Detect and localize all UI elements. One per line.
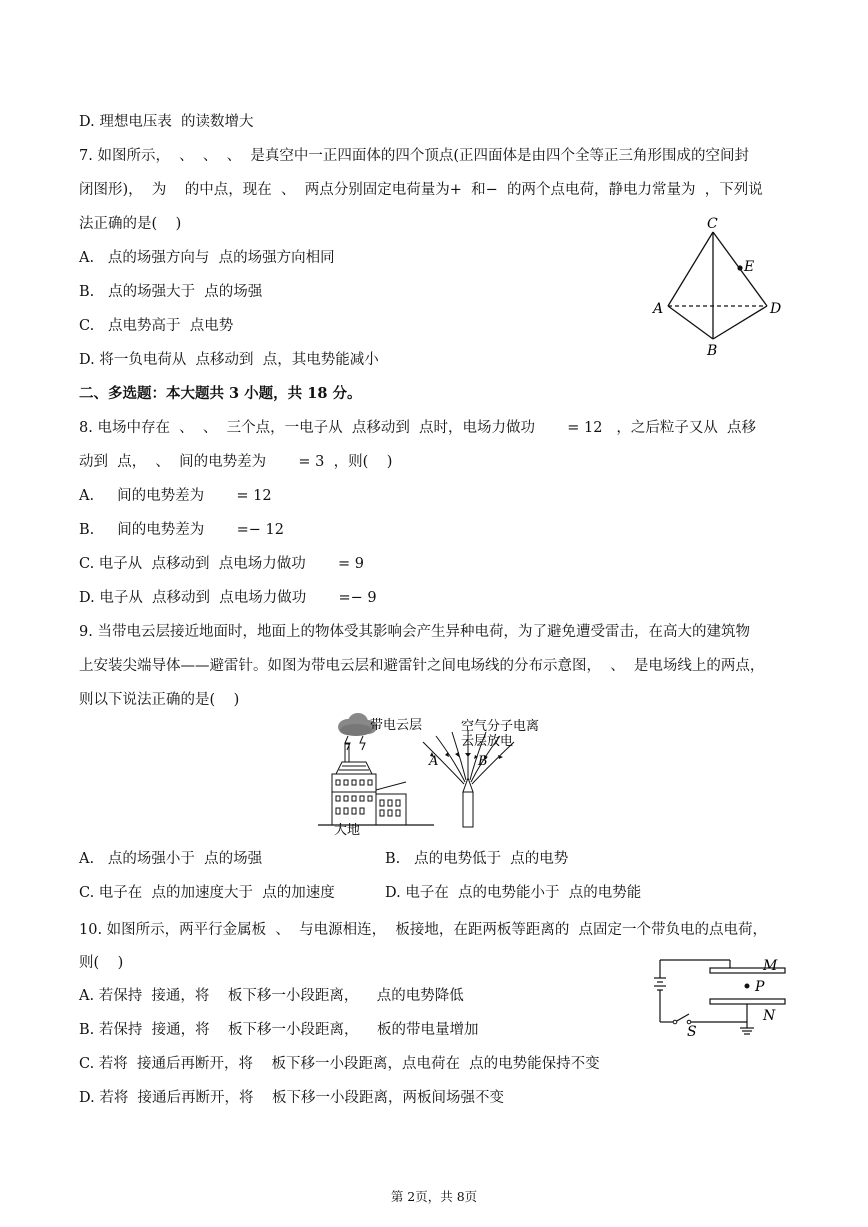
q10-option-b: B. 若保持 接通，将 板下移一小段距离， 板的带电量增加 [79,1022,479,1038]
discharge-label: 云层放电 [461,734,514,749]
vertex-a-label: A [653,301,664,317]
vertex-d-label: D [770,301,782,317]
tetrahedron-figure [650,215,790,360]
plate-m-label: M [763,958,778,974]
point-a-label: A [429,754,439,769]
q8-stem-line-1: 8. 电场中存在 、 、 三个点，一电子从 点移动到 点时，电场力做功 = 12 ，之后粒子又从 点移 [79,420,757,436]
ionization-label: 空气分子电离 [461,719,540,734]
q7-option-c: C. 点电势高于 点电势 [79,318,234,334]
lightning-rod-icon [463,778,473,827]
ground-label: 大地 [334,823,361,838]
q7-option-a: A. 点的场强方向与 点的场强方向相同 [79,250,335,266]
q10-option-a: A. 若保持 接通，将 板下移一小段距离， 点的电势降低 [79,988,464,1004]
vertex-c-label: C [707,216,718,232]
q8-stem-line-2: 动到 点， 、 间的电势差为 = 3 ，则( ) [79,454,393,470]
plate-n-label: N [763,1008,776,1024]
q8-option-a: A. 间的电势差为 = 12 [79,488,272,504]
q9-stem-line-2: 上安装尖端导体——避雷针。如图为带电云层和避雷针之间电场线的分布示意图， 、 是电场线上的两点， [79,658,765,674]
q6-option-d: D. 理想电压表 的读数增大 [79,114,254,130]
q10-option-d: D. 若将 接通后再断开，将 板下移一小段距离，两板间场强不变 [79,1090,504,1106]
q9-option-a: A. 点的场强小于 点的场强 [79,851,263,867]
q7-option-b: B. 点的场强大于 点的场强 [79,284,263,300]
q10-option-c: C. 若将 接通后再断开，将 板下移一小段距离，点电荷在 点的电势能保持不变 [79,1056,600,1072]
lightning-rod-figure [318,712,563,840]
point-b-label: B [478,754,488,769]
q7-stem-line-2: 闭图形)， 为 的中点，现在 、 两点分别固定电荷量为+ 和− 的两个点电荷，静电力常量为 ，下列说 [79,182,763,198]
q10-stem-line-1: 10. 如图所示，两平行金属板 、 与电源相连， 板接地，在距两板等距离的 点固定一个带负电的点电荷， [79,922,768,938]
q9-stem-line-3: 则以下说法正确的是( ) [79,692,240,708]
q9-option-b: B. 点的电势低于 点的电势 [385,851,569,867]
q8-option-d: D. 电子从 点移动到 点电场力做功 =− 9 [79,590,377,606]
q7-option-d: D. 将一负电荷从 点移动到 点，其电势能减小 [79,352,379,368]
cloud-label: 带电云层 [370,718,423,733]
switch-s-label: S [687,1024,697,1040]
section-heading-multi-choice: 二、多选题：本大题共 3 小题，共 18 分。 [79,385,362,402]
page-footer: 第 2页，共 8页 [390,1189,478,1204]
q7-stem-line-3: 法正确的是( ) [79,216,182,232]
capacitor-circuit-figure [645,950,795,1040]
point-e-label: E [744,259,755,275]
q7-stem-line-1: 7. 如图所示， 、 、 、 是真空中一正四面体的四个顶点(正四面体是由四个全等正三角形围成的空间封 [79,148,749,164]
building-icon [332,744,406,825]
q8-option-c: C. 电子从 点移动到 点电场力做功 = 9 [79,556,364,572]
q9-option-d: D. 电子在 点的电势能小于 点的电势能 [385,885,642,901]
point-p-label: P [755,979,765,995]
q9-option-c: C. 电子在 点的加速度大于 点的加速度 [79,885,335,901]
vertex-b-label: B [707,343,718,359]
q8-option-b: B. 间的电势差为 =− 12 [79,522,284,538]
q9-stem-line-1: 9. 当带电云层接近地面时，地面上的物体受其影响会产生异种电荷，为了避免遭受雷击，在高大的建筑物 [79,624,750,640]
q10-stem-line-2: 则( ) [79,955,124,971]
